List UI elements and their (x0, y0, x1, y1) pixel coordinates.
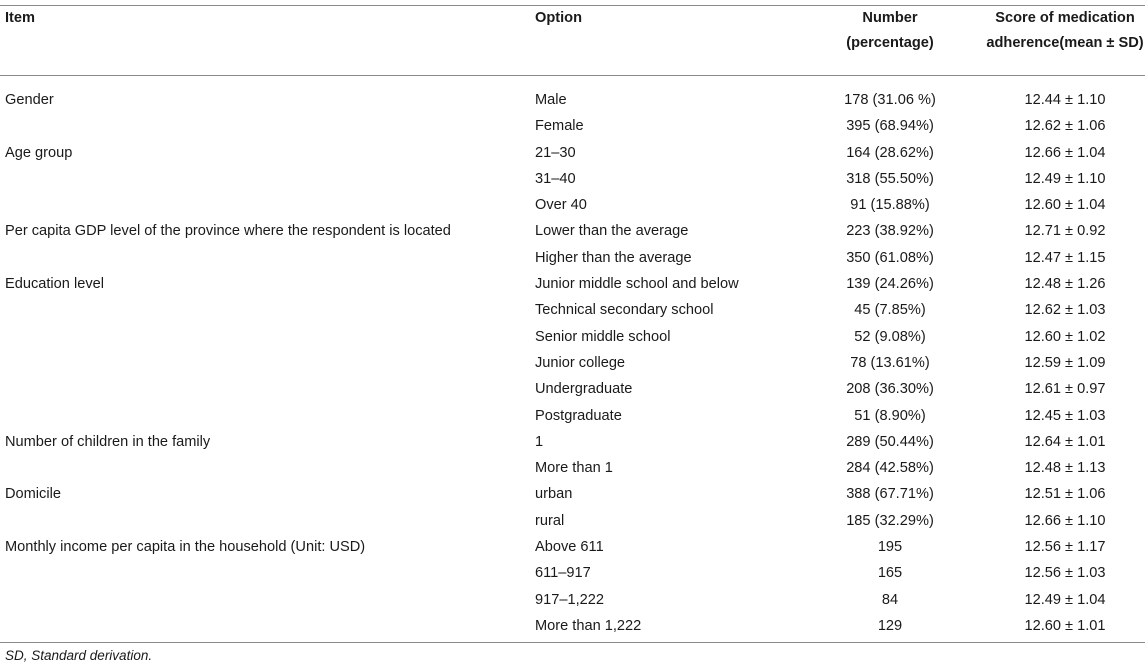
cell-number: 45 (7.85%) (854, 302, 926, 319)
cell-item (0, 587, 535, 613)
table-row (0, 73, 1145, 113)
cell-item: Gender (5, 92, 54, 108)
cell-option: Lower than the average (535, 223, 689, 240)
data-table (0, 6, 1145, 639)
table-row (0, 376, 1145, 402)
cell-option: Higher than the average (535, 249, 692, 266)
header-row (0, 6, 1145, 73)
cell-number: 91 (15.88%) (850, 197, 930, 214)
table-row (0, 324, 1145, 350)
cell-item (0, 245, 535, 271)
table-row (0, 192, 1145, 218)
cell-score: 12.47 ± 1.15 (1024, 249, 1106, 266)
cell-item (0, 192, 535, 218)
cell-option: Female (535, 118, 584, 135)
table-body (0, 73, 1145, 639)
cell-score: 12.66 ± 1.04 (1024, 144, 1106, 161)
cell-number: 51 (8.90%) (854, 407, 926, 424)
cell-number: 165 (877, 565, 903, 582)
table-row (0, 271, 1145, 297)
cell-option: 21–30 (535, 144, 576, 161)
table-row (0, 613, 1145, 639)
table-row (0, 218, 1145, 244)
cell-number: 208 (36.30%) (846, 381, 934, 398)
table-row (0, 350, 1145, 376)
cell-score: 12.49 ± 1.10 (1024, 170, 1106, 187)
cell-score: 12.49 ± 1.04 (1024, 591, 1106, 608)
cell-item (0, 350, 535, 376)
cell-item (0, 455, 535, 481)
cell-number: 318 (55.50%) (846, 170, 934, 187)
cell-item: Education level (5, 276, 104, 293)
cell-number: 178 (31.06 %) (844, 92, 936, 108)
table-row (0, 429, 1145, 455)
cell-score: 12.64 ± 1.01 (1024, 433, 1106, 450)
bottom-rule (0, 642, 1145, 643)
table-row (0, 481, 1145, 507)
cell-score: 12.60 ± 1.04 (1024, 197, 1106, 214)
cell-number: 350 (61.08%) (846, 249, 934, 266)
cell-item (0, 376, 535, 402)
table-row (0, 560, 1145, 586)
cell-score: 12.56 ± 1.17 (1024, 539, 1106, 556)
cell-option: rural (535, 512, 565, 529)
cell-number: 52 (9.08%) (854, 328, 926, 345)
cell-number: 395 (68.94%) (846, 118, 934, 135)
table-row (0, 534, 1145, 560)
cell-score: 12.62 ± 1.03 (1024, 302, 1106, 319)
cell-item (0, 508, 535, 534)
header-number: Number (percentage) (846, 10, 934, 51)
table-row (0, 587, 1145, 613)
cell-option: Junior college (535, 354, 626, 371)
table-row (0, 508, 1145, 534)
cell-option: Technical secondary school (535, 302, 714, 319)
cell-score: 12.59 ± 1.09 (1024, 354, 1106, 371)
cell-score: 12.61 ± 0.97 (1024, 381, 1106, 398)
cell-item (0, 613, 535, 639)
cell-item (0, 297, 535, 323)
cell-number: 388 (67.71%) (846, 486, 934, 503)
cell-item: Number of children in the family (5, 433, 211, 450)
cell-option: Above 611 (535, 539, 604, 556)
cell-option: Undergraduate (535, 381, 633, 398)
cell-item (0, 113, 535, 139)
cell-option: urban (535, 486, 573, 503)
cell-option: 1 (535, 433, 544, 450)
cell-option: Junior middle school and below (535, 276, 739, 293)
cell-score: 12.60 ± 1.01 (1024, 617, 1106, 634)
cell-option: More than 1 (535, 460, 613, 477)
cell-number: 223 (38.92%) (846, 223, 934, 240)
cell-option: 31–40 (535, 170, 576, 187)
table-row (0, 166, 1145, 192)
table-row (0, 140, 1145, 166)
cell-option: Postgraduate (535, 407, 622, 424)
cell-item (0, 560, 535, 586)
cell-option: Male (535, 92, 567, 108)
cell-number: 284 (42.58%) (846, 460, 934, 477)
footnote: SD, Standard derivation. (5, 648, 153, 663)
header-item: Item (5, 10, 36, 26)
cell-number: 139 (24.26%) (846, 276, 934, 293)
cell-item: Per capita GDP level of the province where the respondent is located (5, 223, 451, 240)
cell-number: 195 (877, 539, 903, 556)
cell-item: Domicile (5, 486, 61, 503)
cell-item: Age group (5, 144, 73, 161)
cell-item (0, 166, 535, 192)
cell-option: Senior middle school (535, 328, 671, 345)
cell-score: 12.44 ± 1.10 (1024, 92, 1106, 108)
table-row (0, 403, 1145, 429)
table-row (0, 113, 1145, 139)
header-score: Score of medication adherence(mean ± SD) (986, 10, 1144, 51)
cell-score: 12.71 ± 0.92 (1024, 223, 1106, 240)
cell-number: 84 (881, 591, 899, 608)
cell-item (0, 403, 535, 429)
cell-score: 12.48 ± 1.26 (1024, 276, 1106, 293)
cell-number: 164 (28.62%) (846, 144, 934, 161)
table-row (0, 455, 1145, 481)
cell-option: 611–917 (535, 565, 591, 582)
cell-number: 78 (13.61%) (850, 354, 930, 371)
cell-number: 289 (50.44%) (846, 433, 934, 450)
cell-number: 185 (32.29%) (846, 512, 934, 529)
cell-score: 12.60 ± 1.02 (1024, 328, 1106, 345)
cell-score: 12.48 ± 1.13 (1024, 460, 1106, 477)
cell-score: 12.62 ± 1.06 (1024, 118, 1106, 135)
cell-option: Over 40 (535, 197, 587, 214)
cell-option: 917–1,222 (535, 591, 604, 608)
cell-score: 12.56 ± 1.03 (1024, 565, 1106, 582)
cell-item: Monthly income per capita in the household (Unit: USD) (5, 539, 366, 556)
cell-option: More than 1,222 (535, 617, 642, 634)
cell-score: 12.51 ± 1.06 (1024, 486, 1106, 503)
cell-score: 12.66 ± 1.10 (1024, 512, 1106, 529)
cell-score: 12.45 ± 1.03 (1024, 407, 1106, 424)
cell-item (0, 324, 535, 350)
table-row (0, 297, 1145, 323)
table-row (0, 245, 1145, 271)
header-option: Option (535, 10, 583, 26)
cell-number: 129 (877, 617, 903, 634)
